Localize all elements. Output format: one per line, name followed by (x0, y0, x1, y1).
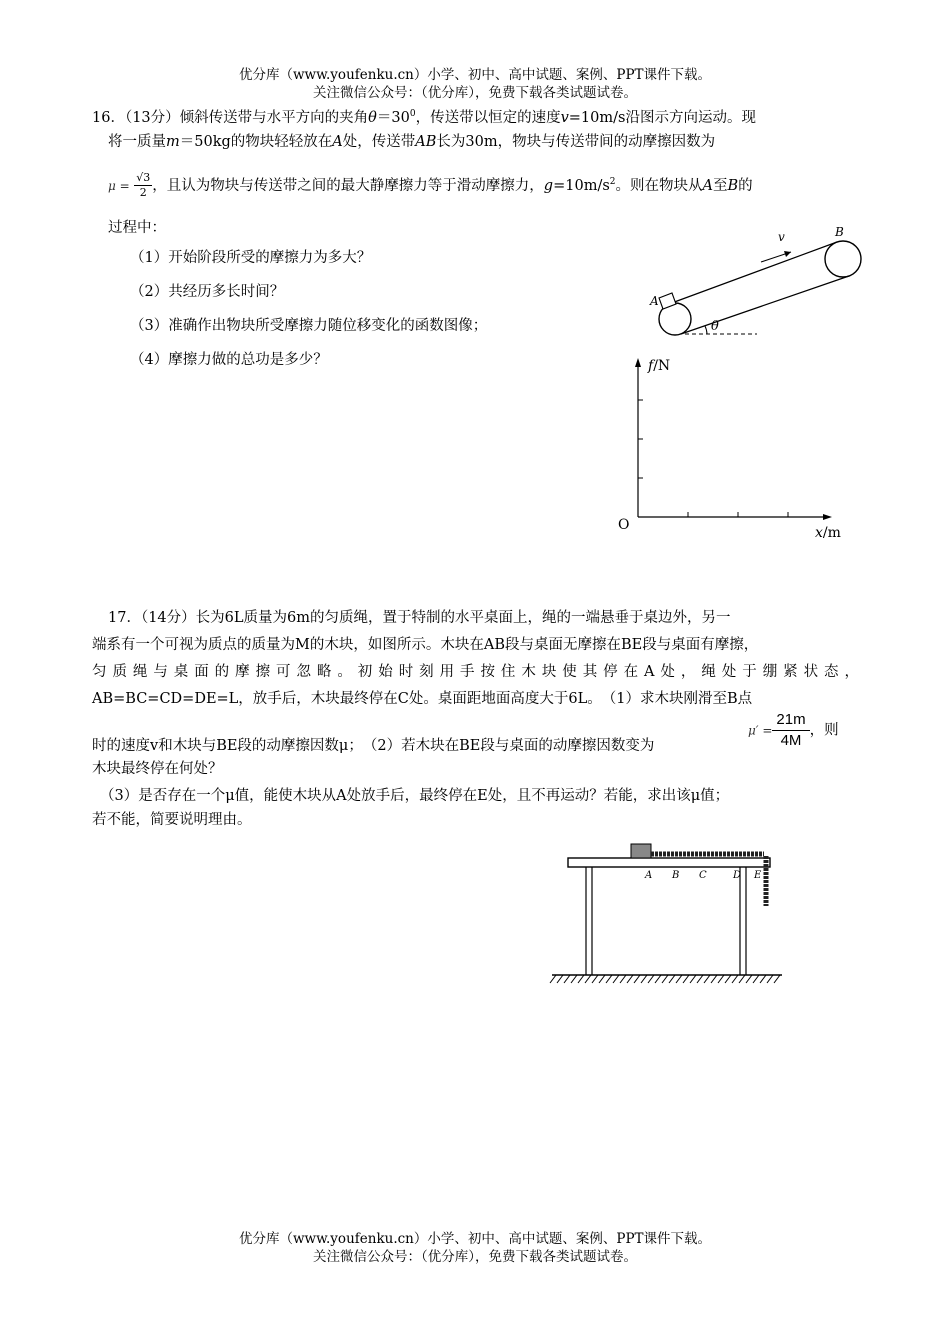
hatch-line (620, 975, 626, 983)
origin-label: O (618, 517, 630, 533)
q17-line-7: （3）是否存在一个μ值，能使木块从A处放手后，最终停在E处，且不再运动？若能，求出该μ值； (100, 788, 730, 804)
text: 长为30m，物块与传送带间的动摩擦因数为 (436, 134, 716, 150)
B-symbol: B (727, 177, 739, 194)
hatch-line (746, 975, 752, 983)
hatch-line (739, 975, 745, 983)
hatch-line (634, 975, 640, 983)
wooden-block (631, 844, 651, 858)
top-pulley (825, 241, 861, 277)
degree-sup: 0 (409, 109, 416, 119)
hatch-line (599, 975, 605, 983)
q17-line-8: 若不能，简要说明理由。 (92, 812, 252, 828)
hatch-line (753, 975, 759, 983)
q16-line-4: 过程中： (108, 220, 166, 236)
hatch-line (669, 975, 675, 983)
hatch-line (718, 975, 724, 983)
q17-line-6: 木块最终停在何处？ (92, 761, 223, 777)
v-symbol: v (560, 109, 569, 126)
hatch-line (774, 975, 780, 983)
text: ，且认为物块与传送带之间的最大静摩擦力等于滑动摩擦力， (152, 177, 544, 194)
q16-subquestion-3: （3）准确作出物块所受摩擦力随位移变化的函数图像； (130, 318, 488, 334)
hatch-line (648, 975, 654, 983)
hatch-line (550, 975, 556, 983)
label-theta: θ (711, 319, 719, 334)
q16-subquestion-4: （4）摩擦力做的总功是多少？ (130, 352, 328, 368)
hatch-line (655, 975, 661, 983)
text: 将一质量 (108, 134, 166, 150)
square-sup: 2 (609, 177, 616, 187)
q17-mu-prime-formula (748, 710, 839, 751)
text: 时的速度v和木块与BE段的动摩擦因数μ； （2）若木块在BE段与桌面的动摩擦因数变为 (92, 738, 655, 754)
hatch-line (662, 975, 668, 983)
m-symbol: m (166, 134, 180, 150)
x-axis-arrow (823, 514, 832, 520)
q17-line-4: AB=BC=CD=DE=L，放手后，木块最终停在C处。桌面距地面高度大于6L。 （1）求木块刚滑至B点 (92, 691, 753, 707)
x-label-unit: /m (822, 525, 841, 541)
text: 倾斜传送带与水平方向的夹角 (179, 109, 369, 126)
y-axis-label (647, 358, 670, 374)
hatch-line (606, 975, 612, 983)
hatch-line (564, 975, 570, 983)
hatch-line (767, 975, 773, 983)
text: =10m/s (553, 177, 610, 194)
q17-line-3: 匀质绳与桌面的摩擦可忽略。初始时刻用手按住木块使其停在A处，绳处于绷紧状态， (92, 664, 859, 680)
text: ，则 (809, 722, 839, 739)
label-E: E (754, 870, 762, 881)
hatch-line (760, 975, 766, 983)
footer-line-2: 关注微信公众号：（优分库），免费下载各类试题试卷。 (313, 1249, 637, 1265)
hatch-line (557, 975, 563, 983)
fraction-numerator: 21m (772, 710, 809, 731)
fraction-denominator: 4M (780, 732, 802, 749)
A-symbol: A (332, 134, 343, 150)
belt-bottom-edge (681, 276, 849, 334)
text: =10m/s沿图示方向运动。现 (568, 109, 756, 126)
hatch-line (627, 975, 633, 983)
q16-number: 16． (92, 109, 125, 126)
text: 至 (713, 177, 728, 194)
table-rope-figure (548, 838, 788, 988)
y-label-unit: /N (653, 358, 671, 374)
conveyor-belt-figure (645, 222, 875, 342)
q16-line-1 (92, 101, 756, 132)
label-B: B (672, 870, 680, 881)
hatch-line (704, 975, 710, 983)
y-label-f: f (648, 358, 654, 374)
label-D: D (733, 870, 742, 881)
block-on-belt (659, 293, 676, 309)
q16-line-3 (108, 169, 753, 200)
hatch-line (613, 975, 619, 983)
text: 的 (738, 177, 753, 194)
AB-symbol: AB (415, 134, 437, 150)
hatch-line (697, 975, 703, 983)
hatch-line (683, 975, 689, 983)
q17-line-1: 17．（14分）长为6L质量为6m的匀质绳，置于特制的水平桌面上，绳的一端悬垂于桌边外，另一 (108, 610, 731, 626)
fraction-numerator: √3 (136, 171, 151, 185)
q16-points: （13分） (124, 109, 180, 126)
hatch-line (641, 975, 647, 983)
hatch-line (571, 975, 577, 983)
mu-fraction (134, 171, 152, 200)
label-C: C (699, 870, 707, 881)
x-axis-label (815, 525, 841, 541)
label-A: A (645, 870, 653, 881)
hatch-line (732, 975, 738, 983)
theta-symbol: θ (368, 109, 377, 126)
friction-displacement-graph (612, 352, 847, 542)
header-line-1: 优分库（www.youfenku.cn）小学、初中、高中试题、案例、PPT课件下载。 (238, 67, 712, 83)
A-symbol: A (702, 177, 713, 194)
text: ，传送带以恒定的速度 (415, 109, 561, 126)
label-B: B (835, 225, 844, 239)
fraction-denominator: 2 (139, 186, 147, 200)
hatch-line (578, 975, 584, 983)
hatch-line (592, 975, 598, 983)
y-axis-arrow (635, 358, 641, 367)
label-A: A (650, 294, 659, 308)
hatch-line (690, 975, 696, 983)
mu-symbol: μ = (108, 178, 130, 193)
label-v: v (778, 230, 785, 244)
text: 。则在物块从 (615, 177, 703, 194)
table-top (568, 858, 770, 867)
g-symbol: g (543, 177, 554, 194)
hatch-line (725, 975, 731, 983)
text: ＝30 (376, 109, 410, 126)
q17-line-2: 端系有一个可视为质点的质量为M的木块，如图所示。木块在AB段与桌面无摩擦在BE段与桌面有摩擦， (92, 637, 759, 653)
header-line-2: 关注微信公众号：（优分库），免费下载各类试题试卷。 (313, 85, 637, 101)
q16-subquestion-2: （2）共经历多长时间？ (130, 284, 285, 300)
mu-prime-symbol: μ′ = (748, 723, 773, 738)
angle-arc (705, 326, 707, 334)
belt-top-edge (669, 242, 837, 304)
hatch-line (585, 975, 591, 983)
text: ＝50kg的物块轻轻放在 (179, 134, 333, 150)
footer-line-1: 优分库（www.youfenku.cn）小学、初中、高中试题、案例、PPT课件下载。 (238, 1231, 712, 1247)
q16-subquestion-1: （1）开始阶段所受的摩擦力为多大？ (130, 250, 372, 266)
q16-line-2 (108, 129, 715, 156)
hatch-line (676, 975, 682, 983)
text: 处，传送带 (342, 134, 416, 150)
velocity-arrow-head (784, 251, 791, 257)
hatch-line (711, 975, 717, 983)
mu-prime-fraction (772, 710, 809, 751)
ground-hatching (550, 975, 780, 983)
x-label-x: x (815, 525, 823, 541)
